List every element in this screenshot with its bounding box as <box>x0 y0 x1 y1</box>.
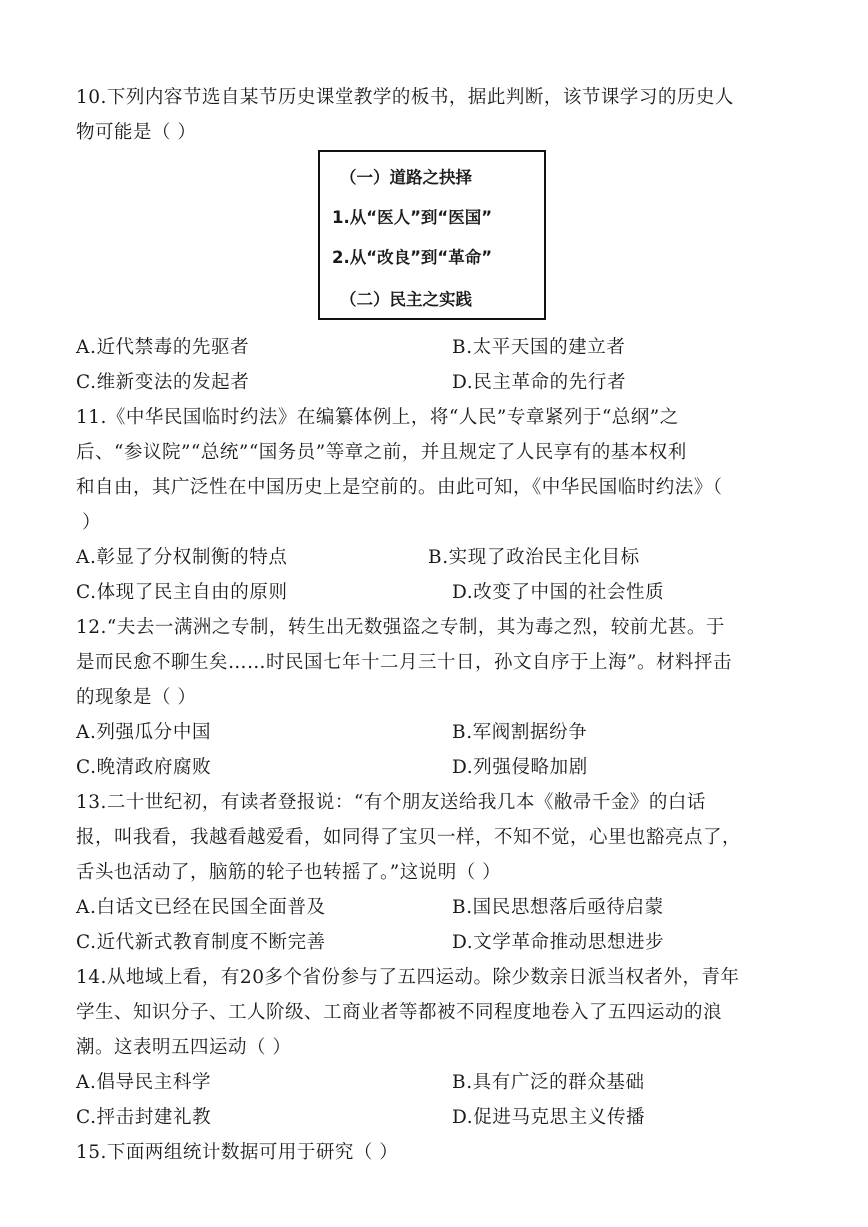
option-c[interactable]: C.抨击封建礼教 <box>76 1107 212 1128</box>
option-c[interactable]: C.近代新式教育制度不断完善 <box>76 932 326 953</box>
option-a[interactable]: A.白话文已经在民国全面普及 <box>76 897 326 918</box>
stem-line: 是而民愈不聊生矣……时民国七年十二月三十日，孙文自序于上海”。材料抨击 <box>76 652 732 673</box>
stem-line: 14.从地域上看，有20多个省份参与了五四运动。除少数亲日派当权者外，青年 <box>76 967 740 988</box>
options-row <box>76 925 816 960</box>
options-row <box>76 540 816 575</box>
options-row <box>76 1100 816 1135</box>
blackboard-notes <box>318 150 546 320</box>
stem-line: 12.“夫去一满洲之专制，转生出无数强盗之专制，其为毒之烈，较前尤甚。于 <box>76 617 725 638</box>
question-12-stem <box>76 610 806 715</box>
option-b[interactable]: B.军阀割据纷争 <box>452 722 588 743</box>
question-13-stem <box>76 785 806 890</box>
options-row <box>76 890 816 925</box>
option-b[interactable]: B.具有广泛的群众基础 <box>452 1072 645 1093</box>
option-d[interactable]: D.列强侵略加剧 <box>452 757 588 778</box>
option-d[interactable]: D.文学革命推动思想进步 <box>452 932 665 953</box>
options-row <box>76 1065 816 1100</box>
stem-line: 10.下列内容节选自某节历史课堂教学的板书，据此判断，该节课学习的历史人 <box>76 87 734 108</box>
options-row <box>76 330 816 365</box>
option-c[interactable]: C.体现了民主自由的原则 <box>76 582 288 603</box>
board-line: （一）道路之抉择 <box>340 168 472 187</box>
option-a[interactable]: A.彰显了分权制衡的特点 <box>76 547 288 568</box>
question-10-stem <box>76 80 796 150</box>
option-b[interactable]: B.太平天国的建立者 <box>452 337 626 358</box>
option-a[interactable]: A.列强瓜分中国 <box>76 722 212 743</box>
stem-line: 后、“参议院”“总统”“国务员”等章之前，并且规定了人民享有的基本权利 <box>76 442 687 463</box>
board-line: （二）民主之实践 <box>340 290 472 309</box>
stem-line: 潮。这表明五四运动（ ） <box>76 1037 292 1058</box>
option-d[interactable]: D.促进马克思主义传播 <box>452 1107 646 1128</box>
stem-line: 和自由，其广泛性在中国历史上是空前的。由此可知，《中华民国临时约法》（ <box>76 477 723 498</box>
stem-line: ） <box>82 512 102 533</box>
question-15-stem <box>76 1135 796 1170</box>
options-row <box>76 575 816 610</box>
question-11-stem <box>76 400 806 540</box>
options-row <box>76 365 816 400</box>
stem-line: 报，叫我看，我越看越爱看，如同得了宝贝一样，不知不觉，心里也豁亮点了， <box>76 827 742 848</box>
stem-line: 的现象是（ ） <box>76 687 197 708</box>
option-c[interactable]: C.维新变法的发起者 <box>76 372 250 393</box>
option-d[interactable]: D.民主革命的先行者 <box>452 372 627 393</box>
stem-line: 11.《中华民国临时约法》在编纂体例上，将“人民”专章紧列于“总纲”之 <box>76 407 679 428</box>
option-b[interactable]: B.国民思想落后亟待启蒙 <box>452 897 664 918</box>
option-c[interactable]: C.晚清政府腐败 <box>76 757 212 778</box>
stem-line: 物可能是（ ） <box>76 122 197 143</box>
option-d[interactable]: D.改变了中国的社会性质 <box>452 582 665 603</box>
option-a[interactable]: A.倡导民主科学 <box>76 1072 212 1093</box>
options-row <box>76 750 816 785</box>
options-row <box>76 715 816 750</box>
stem-line: 舌头也活动了，脑筋的轮子也转摇了。”这说明（ ） <box>76 862 502 883</box>
stem-line: 15.下面两组统计数据可用于研究（ ） <box>76 1142 399 1163</box>
question-14-stem <box>76 960 806 1065</box>
stem-line: 学生、知识分子、工人阶级、工商业者等都被不同程度地卷入了五四运动的浪 <box>76 1002 723 1023</box>
option-b[interactable]: B.实现了政治民主化目标 <box>428 547 640 568</box>
board-line: 1.从“医人”到“医国” <box>332 208 493 227</box>
option-a[interactable]: A.近代禁毒的先驱者 <box>76 337 250 358</box>
stem-line: 13.二十世纪初，有读者登报说：“有个朋友送给我几本《敝帚千金》的白话 <box>76 792 706 813</box>
board-line: 2.从“改良”到“革命” <box>332 248 493 267</box>
